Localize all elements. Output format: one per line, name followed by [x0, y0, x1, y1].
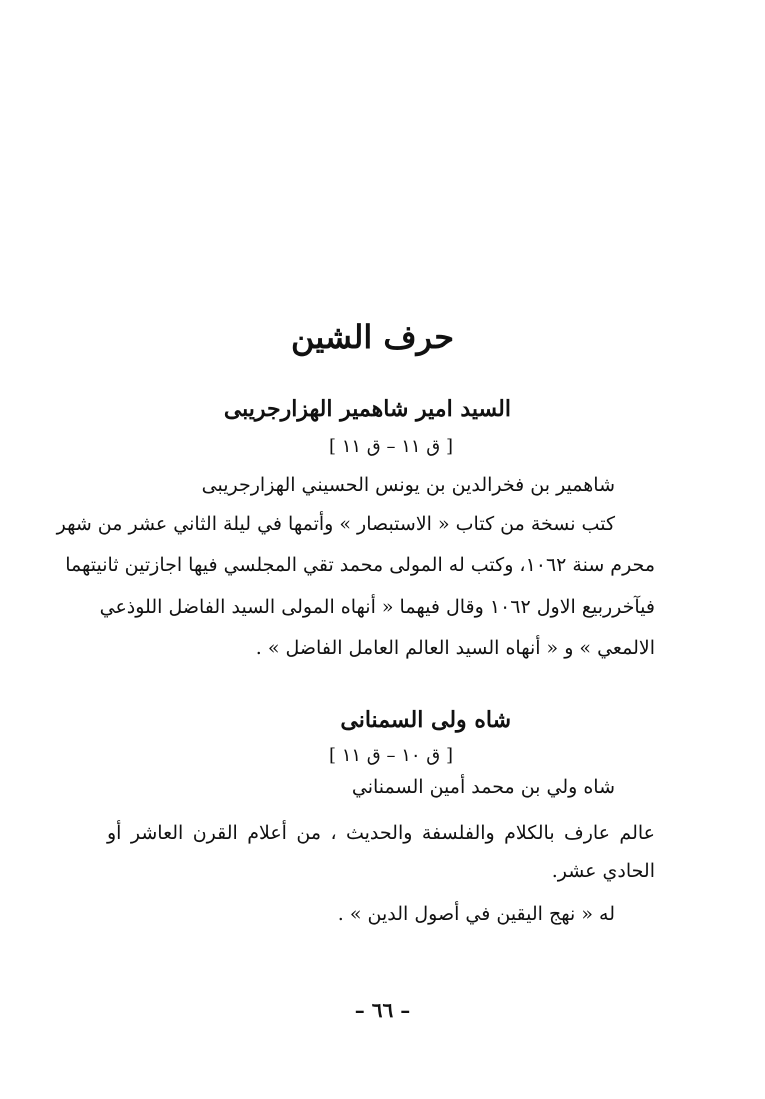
- chapter-title: حرف الشين: [291, 318, 454, 356]
- entry-text-line: الحادي عشر.: [551, 860, 655, 882]
- entry-full-name: شاهمير بن فخرالدين بن يونس الحسيني الهزارجريبى: [201, 474, 615, 496]
- entry-title: السيد امير شاهمير الهزارجريبى: [223, 396, 511, 422]
- entry-text-line: محرم سنة ١٠٦٢، وكتب له المولى محمد تقي المجلسي فيها اجازتين ثانيتهما: [65, 554, 655, 576]
- entry-title: شاه ولى السمنانى: [340, 707, 511, 733]
- entry-text-line: فيآخرربيع الاول ١٠٦٢ وقال فيهما « أنهاه المولى السيد الفاضل اللوذعي: [99, 596, 655, 618]
- page-number: – ٦٦ –: [354, 998, 411, 1022]
- century-range: [ ق ١٠ – ق ١١ ]: [328, 745, 453, 766]
- entry-text-line: كتب نسخة من كتاب « الاستبصار » وأتمها في ليلة الثاني عشر من شهر: [56, 513, 615, 535]
- century-range: [ ق ١١ – ق ١١ ]: [328, 436, 453, 457]
- entry-text-line: له « نهج اليقين في أصول الدين » .: [337, 903, 615, 925]
- entry-text-line: الالمعي » و « أنهاه السيد العالم العامل الفاضل » .: [255, 637, 655, 659]
- entry-full-name: شاه ولي بن محمد أمين السمناني: [351, 776, 615, 798]
- entry-text-line: عالم عارف بالكلام والفلسفة والحديث ، من أعلام القرن العاشر أو: [107, 822, 655, 844]
